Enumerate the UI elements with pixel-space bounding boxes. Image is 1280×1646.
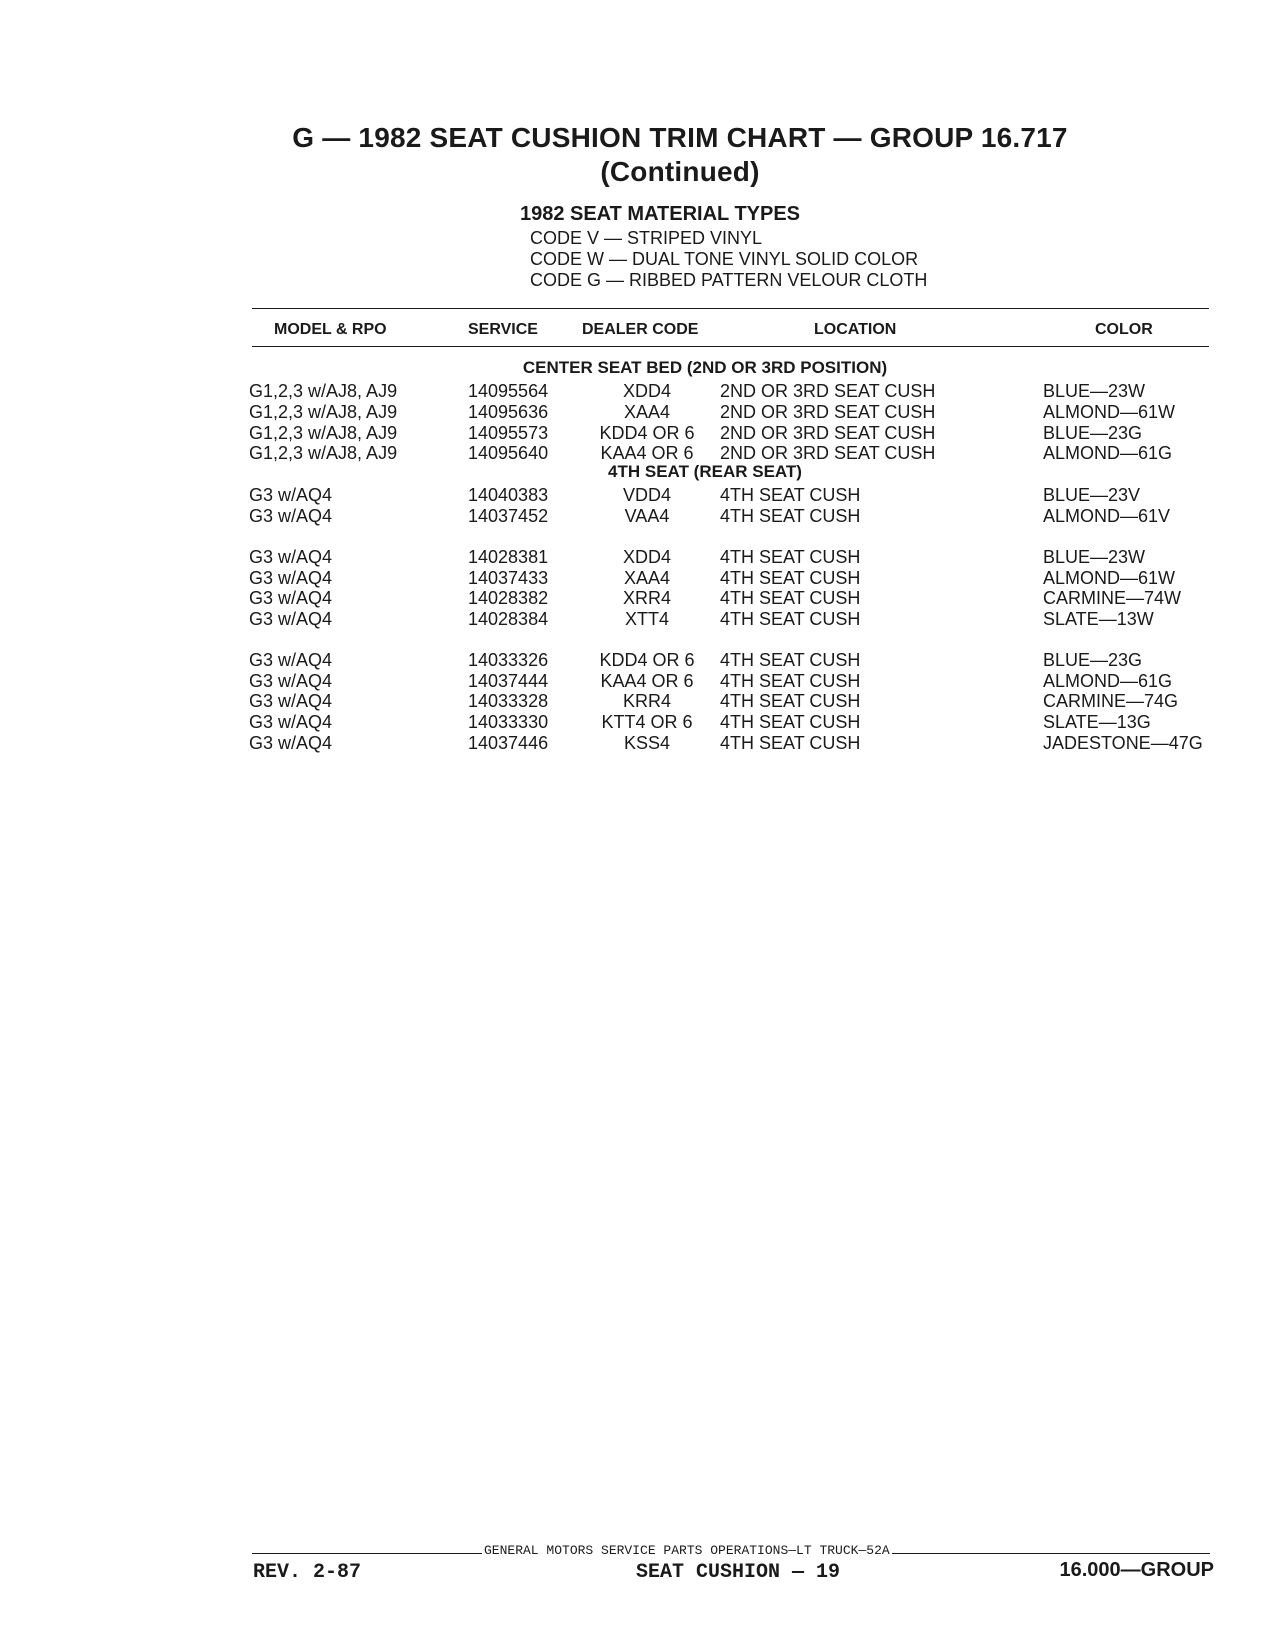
cell-model: G3 w/AQ4 <box>249 568 333 588</box>
cell-color: ALMOND—61W <box>1043 568 1176 588</box>
cell-dealer: KRR4 <box>622 691 671 711</box>
cell-model: G1,2,3 w/AJ8, AJ9 <box>249 381 398 401</box>
cell-dealer: XAA4 <box>623 568 671 588</box>
table-row <box>0 381 1280 401</box>
cell-color: BLUE—23W <box>1043 381 1146 401</box>
cell-location: 2ND OR 3RD SEAT CUSH <box>720 423 936 443</box>
footer-group: 16.000—GROUP <box>1059 1559 1214 1581</box>
table-row <box>0 443 1280 463</box>
page-title: G — 1982 SEAT CUSHION TRIM CHART — GROUP 16.717 <box>292 122 1068 153</box>
cell-location: 4TH SEAT CUSH <box>720 712 861 732</box>
cell-color: BLUE—23V <box>1043 485 1141 505</box>
table-row <box>0 402 1280 422</box>
cell-model: G1,2,3 w/AJ8, AJ9 <box>249 402 398 422</box>
cell-model: G3 w/AQ4 <box>249 506 333 526</box>
section-heading: 4TH SEAT (REAR SEAT) <box>608 462 802 481</box>
cell-model: G3 w/AQ4 <box>249 588 333 608</box>
cell-dealer: XTT4 <box>624 609 669 629</box>
cell-model: G3 w/AQ4 <box>249 485 333 505</box>
cell-color: ALMOND—61W <box>1043 402 1176 422</box>
material-code-g: CODE G — RIBBED PATTERN VELOUR CLOTH <box>530 270 928 290</box>
cell-model: G1,2,3 w/AJ8, AJ9 <box>249 443 398 463</box>
material-types-heading: 1982 SEAT MATERIAL TYPES <box>519 203 801 225</box>
cell-dealer: XRR4 <box>622 588 671 608</box>
cell-location: 4TH SEAT CUSH <box>720 691 861 711</box>
table-row <box>0 733 1280 753</box>
table-row <box>0 547 1280 567</box>
cell-color: ALMOND—61V <box>1043 506 1171 526</box>
cell-dealer: XDD4 <box>622 547 671 567</box>
cell-color: CARMINE—74W <box>1043 588 1182 608</box>
footer-publisher: GENERAL MOTORS SERVICE PARTS OPERATIONS—LT TRUCK—52A <box>484 1543 890 1558</box>
cell-dealer: VDD4 <box>622 485 671 505</box>
cell-location: 2ND OR 3RD SEAT CUSH <box>720 402 936 422</box>
cell-color: BLUE—23G <box>1043 423 1143 443</box>
cell-service: 14040383 <box>468 485 549 505</box>
cell-location: 2ND OR 3RD SEAT CUSH <box>720 443 936 463</box>
material-code-v: CODE V — STRIPED VINYL <box>530 228 763 248</box>
cell-service: 14028384 <box>468 609 549 629</box>
cell-model: G3 w/AQ4 <box>249 671 333 691</box>
cell-model: G3 w/AQ4 <box>249 609 333 629</box>
cell-service: 14033328 <box>468 691 549 711</box>
cell-color: BLUE—23G <box>1043 650 1143 670</box>
cell-location: 4TH SEAT CUSH <box>720 547 861 567</box>
cell-service: 14095564 <box>468 381 549 401</box>
cell-model: G3 w/AQ4 <box>249 712 333 732</box>
cell-dealer: KAA4 OR 6 <box>600 443 694 463</box>
footer-revision: REV. 2-87 <box>253 1561 362 1584</box>
cell-service: 14037444 <box>468 671 549 691</box>
cell-model: G3 w/AQ4 <box>249 691 333 711</box>
cell-dealer: VAA4 <box>624 506 670 526</box>
table-row <box>0 671 1280 691</box>
table-row <box>0 506 1280 526</box>
cell-model: G3 w/AQ4 <box>249 547 333 567</box>
footer-page-label: SEAT CUSHION — 19 <box>636 1561 841 1584</box>
cell-dealer: KDD4 OR 6 <box>599 423 695 443</box>
cell-location: 4TH SEAT CUSH <box>720 588 861 608</box>
section-heading: CENTER SEAT BED (2ND OR 3RD POSITION) <box>522 358 888 377</box>
cell-model: G3 w/AQ4 <box>249 650 333 670</box>
table-row <box>0 568 1280 588</box>
table-row <box>0 650 1280 670</box>
header-service: SERVICE <box>468 321 538 338</box>
cell-color: ALMOND—61G <box>1043 443 1173 463</box>
cell-model: G1,2,3 w/AJ8, AJ9 <box>249 423 398 443</box>
cell-color: SLATE—13G <box>1043 712 1151 732</box>
cell-service: 14037446 <box>468 733 549 753</box>
table-row <box>0 609 1280 629</box>
cell-dealer: KTT4 OR 6 <box>601 712 693 732</box>
table-header-rule <box>252 346 1209 347</box>
material-code-w: CODE W — DUAL TONE VINYL SOLID COLOR <box>530 249 919 269</box>
cell-service: 14028382 <box>468 588 549 608</box>
cell-service: 14033326 <box>468 650 549 670</box>
cell-location: 2ND OR 3RD SEAT CUSH <box>720 381 936 401</box>
cell-location: 4TH SEAT CUSH <box>720 733 861 753</box>
cell-service: 14037452 <box>468 506 549 526</box>
cell-model: G3 w/AQ4 <box>249 733 333 753</box>
cell-dealer: XDD4 <box>622 381 671 401</box>
cell-location: 4TH SEAT CUSH <box>720 506 861 526</box>
cell-service: 14028381 <box>468 547 549 567</box>
cell-dealer: KAA4 OR 6 <box>600 671 694 691</box>
cell-service: 14037433 <box>468 568 549 588</box>
table-row <box>0 588 1280 608</box>
cell-service: 14033330 <box>468 712 549 732</box>
header-model: MODEL & RPO <box>274 321 387 338</box>
cell-service: 14095573 <box>468 423 549 443</box>
cell-color: JADESTONE—47G <box>1043 733 1203 753</box>
material-codes-list <box>530 228 927 291</box>
table-row <box>0 691 1280 711</box>
table-row <box>0 712 1280 732</box>
table-row <box>0 485 1280 505</box>
cell-location: 4TH SEAT CUSH <box>720 568 861 588</box>
cell-service: 14095636 <box>468 402 549 422</box>
cell-location: 4TH SEAT CUSH <box>720 671 861 691</box>
table-row <box>0 423 1280 443</box>
header-dealer-code: DEALER CODE <box>582 321 699 338</box>
page-subtitle-continued: (Continued) <box>600 156 760 187</box>
table-top-rule <box>252 308 1209 309</box>
cell-color: CARMINE—74G <box>1043 691 1179 711</box>
cell-location: 4TH SEAT CUSH <box>720 650 861 670</box>
cell-location: 4TH SEAT CUSH <box>720 485 861 505</box>
header-location: LOCATION <box>814 321 897 338</box>
cell-service: 14095640 <box>468 443 549 463</box>
cell-color: ALMOND—61G <box>1043 671 1173 691</box>
header-color: COLOR <box>1095 321 1153 338</box>
cell-dealer: XAA4 <box>623 402 671 422</box>
cell-dealer: KSS4 <box>623 733 671 753</box>
cell-color: SLATE—13W <box>1043 609 1154 629</box>
cell-location: 4TH SEAT CUSH <box>720 609 861 629</box>
cell-dealer: KDD4 OR 6 <box>599 650 695 670</box>
cell-color: BLUE—23W <box>1043 547 1146 567</box>
